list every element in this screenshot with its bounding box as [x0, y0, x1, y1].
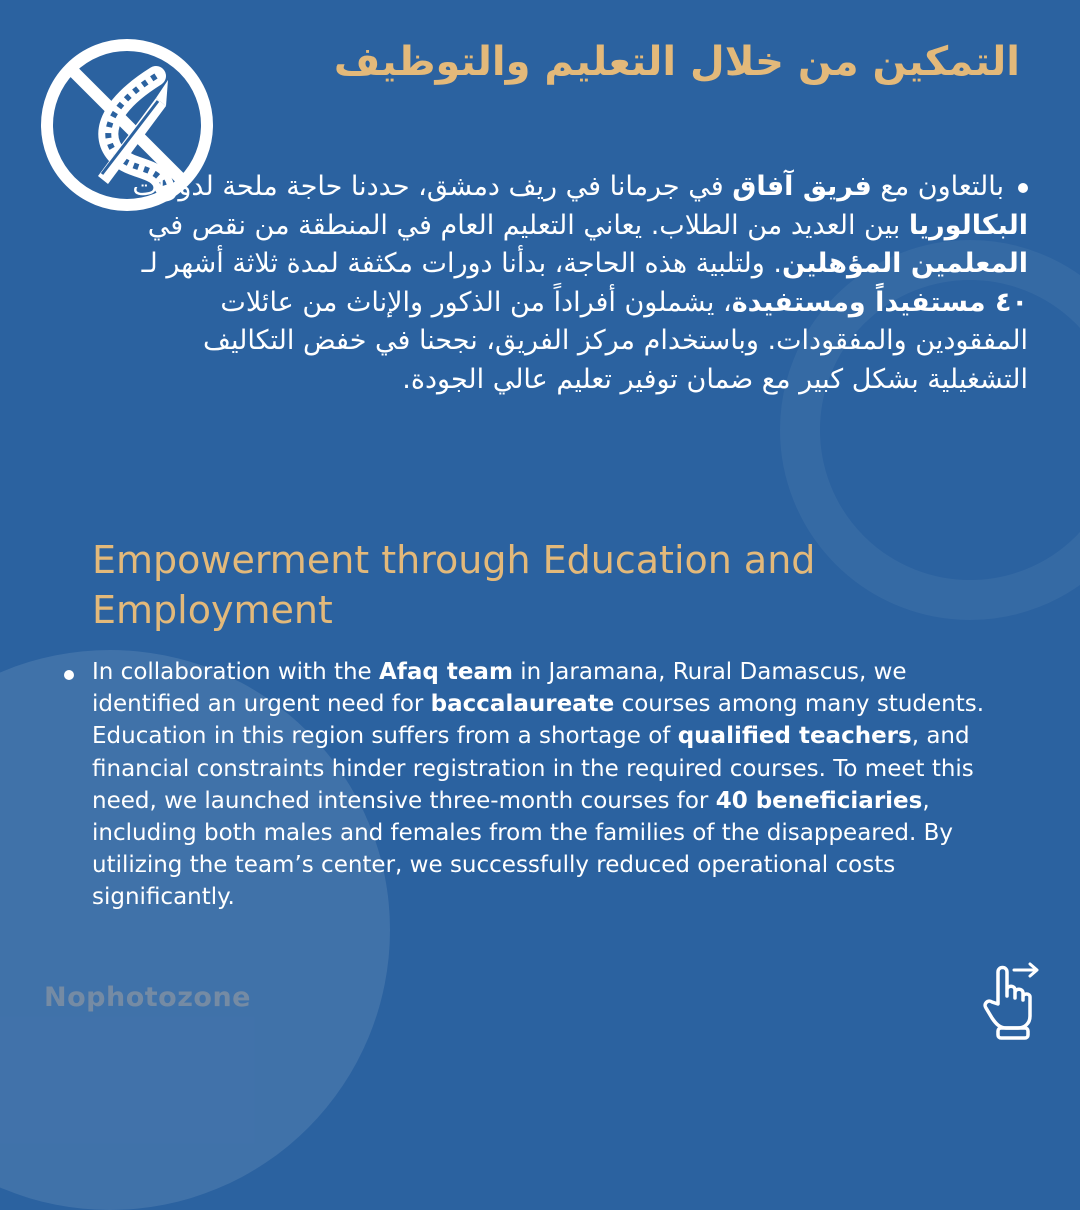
arabic-text-4: . ولتلبية هذه الحاجة، بدأنا دورات مكثفة لمدة ثلاثة أشهر لـ [141, 248, 782, 280]
english-paragraph [60, 656, 1010, 914]
arabic-text-3: بين العديد من الطلاب. يعاني التعليم العام في المنطقة من نقص في [147, 209, 909, 241]
arabic-text-2: في جرمانا في ريف دمشق، حددنا حاجة ملحة لدورات [132, 171, 733, 202]
pointing-hand-icon[interactable] [980, 960, 1042, 1040]
arabic-bold-baccalaureate: البكالوريا [908, 209, 1028, 241]
english-bold-team: Afaq team [379, 659, 513, 685]
arabic-bold-beneficiaries: ٤٠ مستفيداً ومستفيدة [731, 286, 1028, 318]
english-bold-beneficiaries: 40 beneficiaries [715, 787, 923, 814]
english-text-1: In collaboration with the [92, 659, 380, 685]
arabic-title: التمكين من خلال التعليم والتوظيف [333, 39, 1020, 85]
arabic-bold-team: فريق آفاق [732, 171, 872, 202]
english-bold-baccalaureate: baccalaureate [430, 691, 615, 718]
arabic-text-5: ، يشملون أفراداً من الذكور والإناث من عائلات المفقودين والمفقودات. وباستخدام مركز الفريق، نجحنا في خفض التكاليف التشغيلية بشكل كبير مع ضمان توفير تعليم عالي الجودة. [203, 286, 1028, 395]
english-text-2: in Jaramana, Rural Damascus, we identified an urgent need for [92, 659, 907, 718]
watermark: Nophotozone [44, 982, 251, 1013]
arabic-text-1: بالتعاون مع [871, 171, 1004, 202]
english-text-3: courses among many students. Education in this region suffers from a shortage of [92, 691, 985, 750]
arabic-paragraph [108, 168, 1028, 400]
arabic-bold-teachers: المعلمين المؤهلين [781, 248, 1028, 280]
english-text-5: , including both males and females from the families of the disappeared. By utilizing the team’s center, we successfully reduced operational costs significantly. [92, 787, 953, 911]
english-text-4: , and financial constraints hinder registration in the required courses. To meet this need, we launched intensive three-month courses for [92, 723, 974, 814]
english-bold-teachers: qualified teachers [677, 723, 912, 750]
bullet-icon [64, 670, 74, 680]
english-title: Empowerment through Education and Employment [92, 538, 816, 632]
bullet-icon [1018, 183, 1028, 193]
